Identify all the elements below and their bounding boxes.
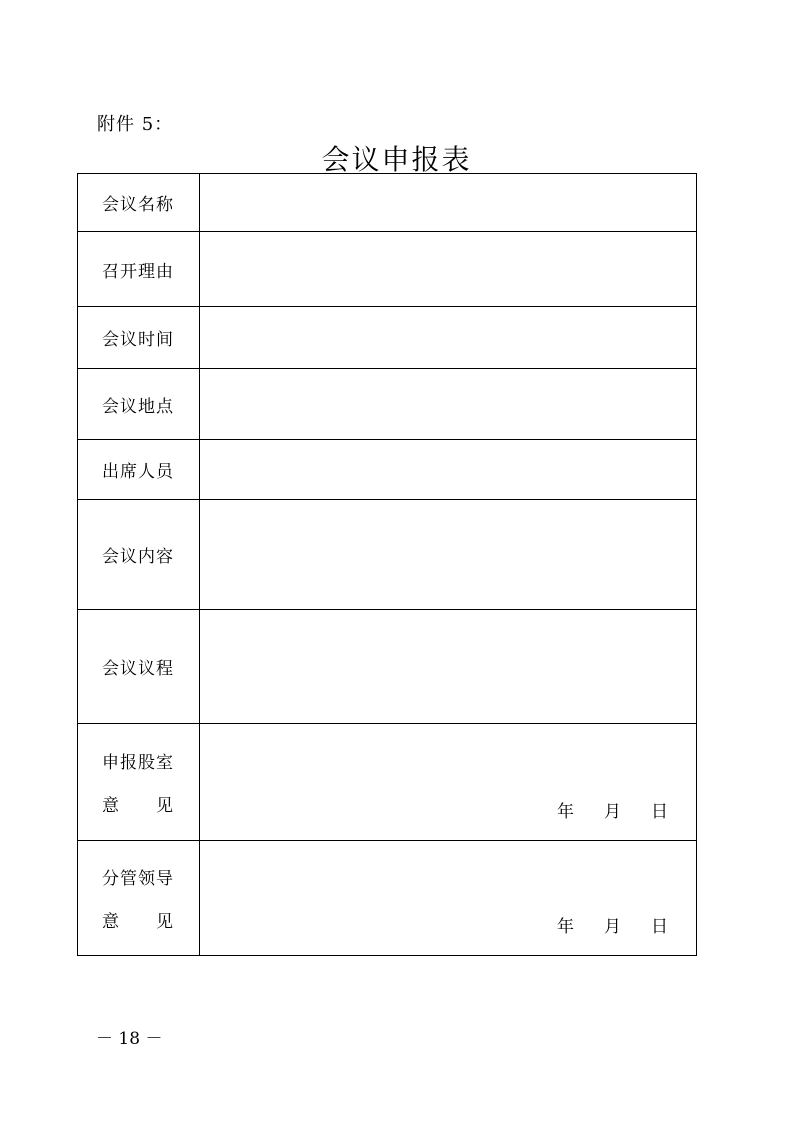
label-line-1: 申报股室: [102, 753, 174, 773]
label-line-2: 意 见: [102, 796, 174, 816]
page-number: － 18 －: [96, 1029, 163, 1049]
field-meeting-place[interactable]: [200, 369, 697, 440]
row-label-department-opinion: [78, 724, 200, 841]
row-label-meeting-time: 会议时间: [78, 307, 200, 369]
field-attendees[interactable]: [200, 440, 697, 500]
table-row: [78, 724, 697, 841]
row-label-leader-opinion: [78, 841, 200, 956]
row-label-reason: 召开理由: [78, 232, 200, 307]
table-row: [78, 174, 697, 232]
field-leader-opinion[interactable]: [200, 841, 697, 956]
meeting-application-form: [77, 173, 697, 956]
label-line-1: 分管领导: [102, 869, 174, 889]
field-meeting-time[interactable]: [200, 307, 697, 369]
day-label: 日: [651, 917, 668, 937]
field-meeting-content[interactable]: [200, 500, 697, 610]
row-label-meeting-agenda: 会议议程: [78, 610, 200, 724]
table-row: [78, 500, 697, 610]
field-meeting-agenda[interactable]: [200, 610, 697, 724]
field-meeting-name[interactable]: [200, 174, 697, 232]
attachment-label: 附件 5：: [97, 114, 174, 135]
month-label: 月: [604, 802, 621, 822]
table-row: [78, 232, 697, 307]
table-row: [78, 610, 697, 724]
field-reason[interactable]: [200, 232, 697, 307]
table-row: [78, 369, 697, 440]
date-line: [557, 797, 668, 822]
row-label-meeting-place: 会议地点: [78, 369, 200, 440]
row-label-meeting-name: 会议名称: [78, 174, 200, 232]
day-label: 日: [651, 802, 668, 822]
table-row: [78, 307, 697, 369]
label-line-2: 意 见: [102, 912, 174, 932]
table-row: [78, 841, 697, 956]
date-line: [557, 912, 668, 937]
form-title: 会议申报表: [321, 143, 472, 176]
row-label-attendees: 出席人员: [78, 440, 200, 500]
row-label-meeting-content: 会议内容: [78, 500, 200, 610]
year-label: 年: [557, 917, 574, 937]
field-department-opinion[interactable]: [200, 724, 697, 841]
table-row: [78, 440, 697, 500]
year-label: 年: [557, 802, 574, 822]
month-label: 月: [604, 917, 621, 937]
